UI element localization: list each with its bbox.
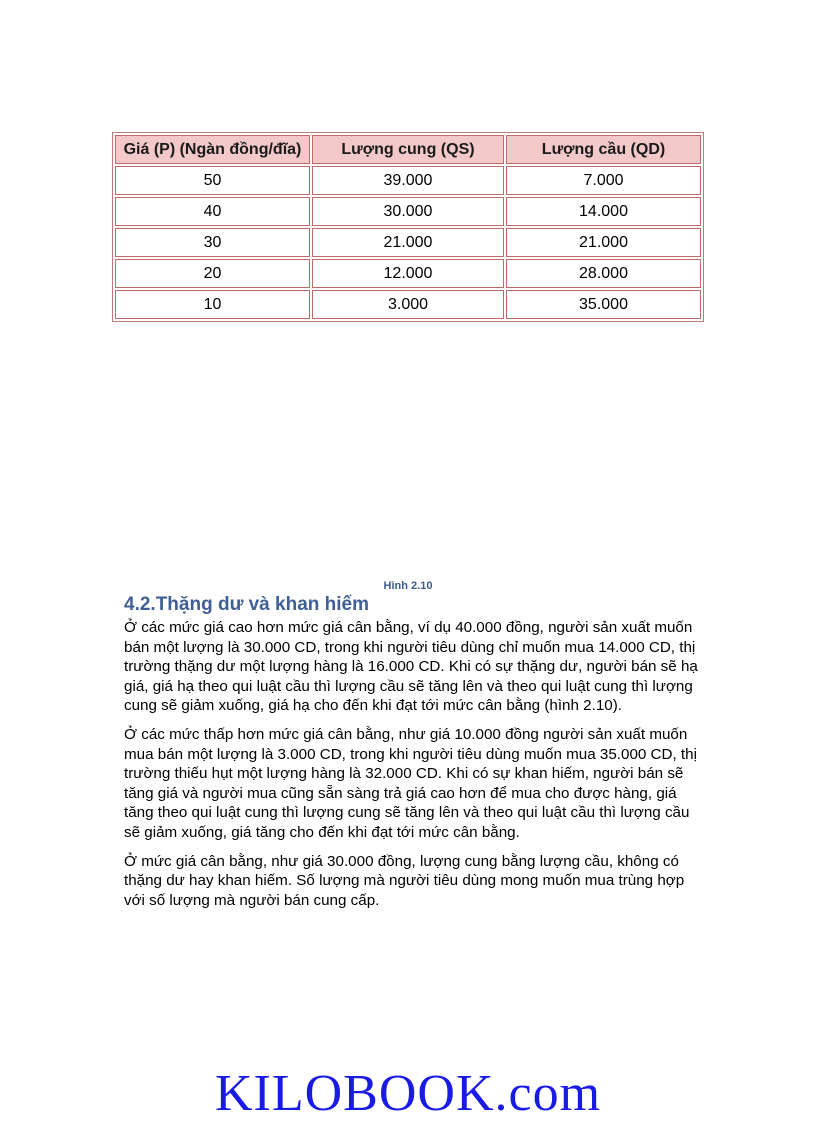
table-row bbox=[115, 228, 701, 257]
cell-qd: 28.000 bbox=[506, 259, 701, 288]
header-quantity-demanded: Lượng cầu (QD) bbox=[506, 135, 701, 164]
table-header-row bbox=[115, 135, 701, 164]
watermark-logo: KILOBOOK.com bbox=[214, 1065, 602, 1122]
paragraph-equilibrium: Ở mức giá cân bằng, như giá 30.000 đồng, lượng cung bằng lượng cầu, không có thặng dư hay khan hiếm. Số lượng mà người tiêu dùng mong muốn mua trùng hợp với số lượng mà người bán cung cấp. bbox=[124, 852, 685, 909]
figure-caption: Hình 2.10 bbox=[383, 580, 433, 592]
table-row bbox=[115, 259, 701, 288]
cell-qs: 30.000 bbox=[312, 197, 504, 226]
cell-qd: 14.000 bbox=[506, 197, 701, 226]
cell-qs: 12.000 bbox=[312, 259, 504, 288]
table-row bbox=[115, 290, 701, 319]
cell-qs: 3.000 bbox=[312, 290, 504, 319]
header-price: Giá (P) (Ngàn đồng/đĩa) bbox=[115, 135, 310, 164]
cell-price: 50 bbox=[115, 166, 310, 195]
supply-demand-table bbox=[112, 132, 704, 322]
table-row bbox=[115, 197, 701, 226]
cell-qs: 21.000 bbox=[312, 228, 504, 257]
cell-price: 40 bbox=[115, 197, 310, 226]
cell-qd: 35.000 bbox=[506, 290, 701, 319]
cell-price: 30 bbox=[115, 228, 310, 257]
cell-qd: 7.000 bbox=[506, 166, 701, 195]
cell-price: 10 bbox=[115, 290, 310, 319]
section-heading: 4.2.Thặng dư và khan hiếm bbox=[124, 594, 369, 615]
cell-price: 20 bbox=[115, 259, 310, 288]
paragraph-surplus: Ở các mức giá cao hơn mức giá cân bằng, ví dụ 40.000 đồng, người sản xuất muốn bán một lượng là 30.000 CD, trong khi người tiêu dùng chỉ muốn mua 14.000 CD, thị trường thặng dư một lượng hàng là 16.000 CD. Khi có sự thặng dư, người bán sẽ hạ giá, giá hạ theo qui luật cầu thì lượng cầu sẽ tăng lên và theo qui luật cung thì lượng cung sẽ giảm xuống, giá hạ cho đến khi đạt tới mức cân bằng (hình 2.10). bbox=[124, 619, 698, 715]
header-quantity-supplied: Lượng cung (QS) bbox=[312, 135, 504, 164]
table-row bbox=[115, 166, 701, 195]
paragraph-shortage: Ở các mức thấp hơn mức giá cân bằng, như giá 10.000 đồng người sản xuất muốn mua bán một lượng là 3.000 CD, trong khi người tiêu dùng muốn mua 35.000 CD, thị trường thiếu hụt một lượng hàng là 32.000 CD. Khi có sự khan hiếm, người bán sẽ tăng giá và người mua cũng sẵn sàng trả giá cao hơn để mua cho được hàng, giá tăng theo qui luật cung thì lượng cung sẽ tăng lên và theo qui luật cầu thì lượng cầu sẽ giảm xuống, giá tăng cho đến khi đạt tới mức cân bằng. bbox=[124, 725, 697, 841]
section-body bbox=[124, 618, 704, 919]
cell-qs: 39.000 bbox=[312, 166, 504, 195]
cell-qd: 21.000 bbox=[506, 228, 701, 257]
